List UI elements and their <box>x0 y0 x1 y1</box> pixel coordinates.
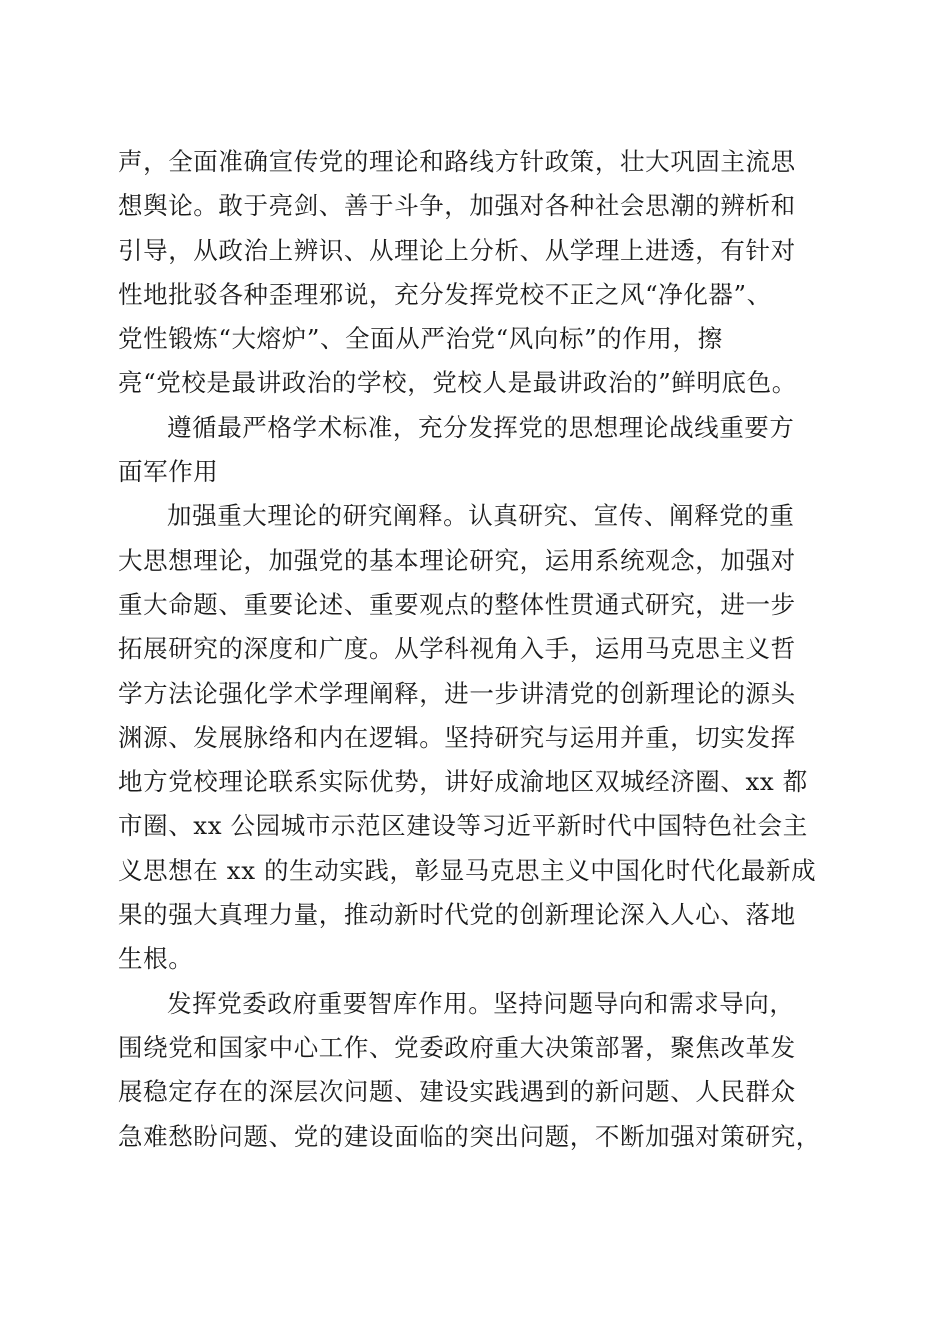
paragraph-4 <box>118 982 828 1159</box>
text-line: 党性锻炼“大熔炉”、全面从严治党“风向标”的作用，擦 <box>118 324 723 354</box>
paragraph-3 <box>118 494 828 981</box>
text-line: 面军作用 <box>118 457 219 487</box>
text-line: 重大命题、重要论述、重要观点的整体性贯通式研究，进一步 <box>118 589 796 619</box>
text-line: 渊源、发展脉络和内在逻辑。坚持研究与运用并重，切实发挥 <box>118 722 796 752</box>
text-line: 展稳定存在的深层次问题、建设实践遇到的新问题、人民群众 <box>118 1077 796 1107</box>
text-line: 想舆论。敢于亮剑、善于斗争，加强对各种社会思潮的辨析和 <box>118 191 796 221</box>
text-line: 遵循最严格学术标准，充分发挥党的思想理论战线重要方 <box>167 412 795 442</box>
text-line: 市圈、xx 公园城市示范区建设等习近平新时代中国特色社会主 <box>118 811 808 841</box>
text-line: 学方法论强化学术学理阐释，进一步讲清党的创新理论的源头 <box>118 678 796 708</box>
text-line: 声，全面准确宣传党的理论和路线方针政策，壮大巩固主流思 <box>118 147 796 176</box>
paragraph-1 <box>118 140 828 406</box>
text-line: 性地批驳各种歪理邪说，充分发挥党校不正之风“净化器”、 <box>118 279 772 309</box>
text-line: 拓展研究的深度和广度。从学科视角入手，运用马克思主义哲 <box>118 634 796 664</box>
text-line: 引导，从政治上辨识、从理论上分析、从学理上进透，有针对 <box>118 235 796 265</box>
text-line: 加强重大理论的研究阐释。认真研究、宣传、阐释党的重 <box>167 501 795 531</box>
text-line: 果的强大真理力量，推动新时代党的创新理论深入人心、落地 <box>118 900 796 930</box>
document-body <box>118 140 828 1159</box>
text-line: 大思想理论，加强党的基本理论研究，运用系统观念，加强对 <box>118 545 796 575</box>
text-line: 急难愁盼问题、党的建设面临的突出问题，不断加强对策研究， <box>118 1121 821 1151</box>
text-line: 亮“党校是最讲政治的学校，党校人是最讲政治的”鲜明底色。 <box>118 368 797 398</box>
text-line: 发挥党委政府重要智库作用。坚持问题导向和需求导向， <box>167 988 795 1018</box>
text-line: 围绕党和国家中心工作、党委政府重大决策部署，聚焦改革发 <box>118 1032 796 1062</box>
text-line: 地方党校理论联系实际优势，讲好成渝地区双城经济圈、xx 都 <box>118 767 808 797</box>
paragraph-2-heading <box>118 406 828 495</box>
text-line: 生根。 <box>118 944 194 974</box>
text-line: 义思想在 xx 的生动实践，彰显马克思主义中国化时代化最新成 <box>118 855 817 885</box>
